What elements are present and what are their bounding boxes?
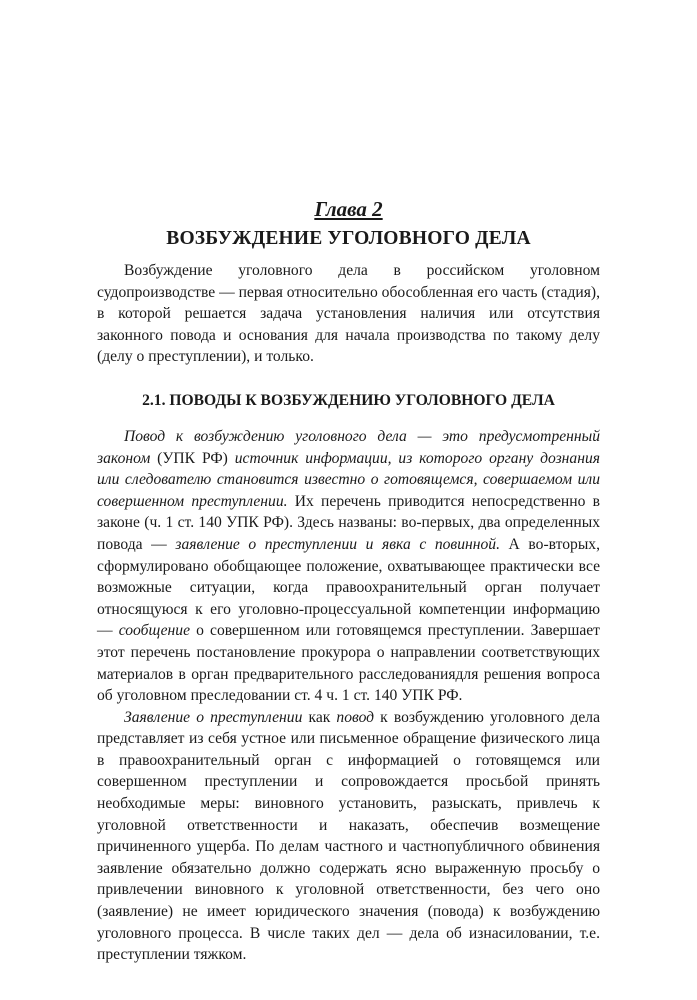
emphasis-soobshchenie: сообщение [118,622,191,640]
text-span: о совершенном или готовящемся преступлении. Завершает этот перечень постановление прокурора о направлении соответствующих материалов в орган предварительного расследованиядля решения вопроса об уголовном преследовании ст. 4 ч. 1 ст. 140 УПК РФ. [97,622,600,705]
document-page [97,196,600,966]
text-span: к возбуждению уголовного дела представляет из себя устное или письменное обращение физического лица в правоохранительный орган с информацией о готовящемся или совершенном преступлении и сопровождается просьбой принять необходимые меры: виновного установить, разыскать, привлечь к уголовной ответственности и наказать, обеспечив возмещение причиненного ущерба. По делам частного и частнопубличного обвинения заявление обязательно должно содержать ясно выраженную просьбу о привлечении виновного к уголовной ответственности, без чего оно (заявление) не имеет юридического значения (повода) к возбуждению уголовного процесса. В числе таких дел — дела об изнасиловании, т.е. преступлении тяжком. [97,708,601,964]
povod-definition-cont: источник информации, из которого органу дознания или следователю становится известно о готовящемся, совершаемом или совершенном преступлении. [97,449,600,510]
chapter-label: Глава 2 [314,197,383,221]
chapter-title: ВОЗБУЖДЕНИЕ УГОЛОВНОГО ДЕЛА [166,228,531,249]
text-span: Их перечень приводится непосредственно в законе (ч. 1 ст. 140 УПК РФ). Здесь названы: во-первых, два определенных повода — [97,492,600,553]
paragraph-povod [97,426,600,707]
povod-definition: Повод к возбуждению уголовного дела — это предусмотренный законом [97,427,600,467]
section-title: 2.1. ПОВОДЫ К ВОЗБУЖДЕНИЮ УГОЛОВНОГО ДЕЛА [142,391,555,409]
text-span: А во-вторых, сформулировано обобщающее положение, охватывающее практически все возможные ситуации, когда правоохранительный орган получает относящуюся к его уголовно-процессуальной компетенции информацию — [97,535,600,640]
emphasis-povod: повод [336,708,375,726]
text-span: (УПК РФ) [150,449,235,467]
emphasis-zayavlenie: Заявление о преступлении [124,708,303,726]
paragraph-zayavlenie [97,707,600,966]
emphasis-zayavlenie-yavka: заявление о преступлении и явка с повинной. [175,535,500,553]
intro-paragraph: Возбуждение уголовного дела в российском уголовном судопроизводстве — первая относительно обособленная его часть (стадия), в которой решается задача установления наличия или отсутствия законного повода и основания для начала производства по такому делу (делу о преступлении), и только. [97,262,600,366]
text-span: как [302,708,337,726]
